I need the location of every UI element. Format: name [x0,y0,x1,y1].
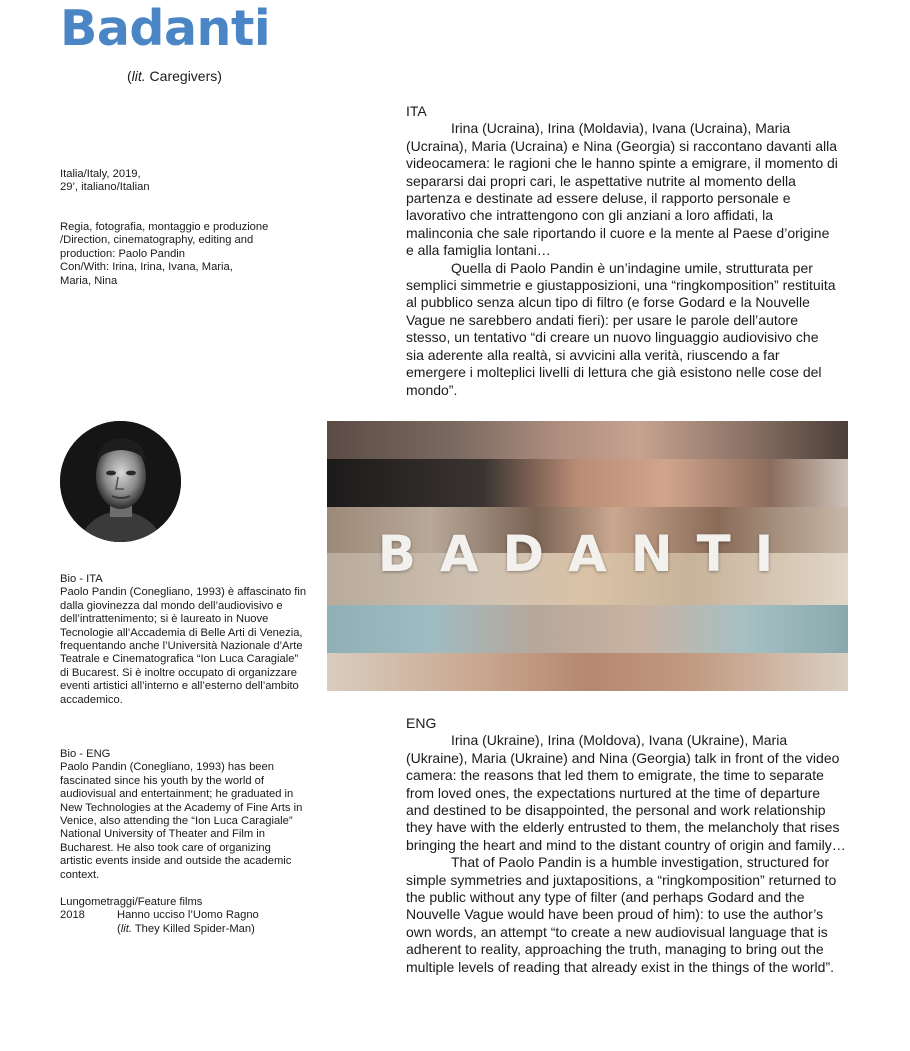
bio-ita-text: Paolo Pandin (Conegliano, 1993) è affascinato fin dalla giovinezza dal mondo dell’audiovisivo e dell’intrattenimento; si è laureato in Nuove Tecnologie all’Accademia di Belle Arti di Venezia, frequentando anche l’Università Nazionale d’Arte Teatrale e Cinematografica “Ion Luca Caragiale” di Bucarest. Si è inoltre occupato di organizzare eventi artistici all’interno e all’esterno dell’ambito accademico. [60,586,307,706]
bio-ita-label: Bio - ITA [60,573,103,585]
film-translation-lit: lit. [120,922,132,935]
bio-eng [60,748,304,882]
subtitle-lit: lit. [131,68,146,84]
director-portrait [60,421,181,542]
duration-language: 29’, italiano/Italian [60,181,150,194]
still-strip [327,653,848,691]
still-strip [327,605,848,653]
cast: Con/With: Irina, Irina, Ivana, Maria, Maria, Nina [60,261,233,287]
synopsis-ita-para2: Quella di Paolo Pandin è un’indagine umile, strutturata per semplici simmetrie e giustapposizioni, una “ringkomposition” restituita al pubblico senza alcun tipo di filtro (e forse Godard e la Nouvelle Vague ne sarebbero andati fieri): per usare le parole dell’autore stesso, un tentativo “di creare un nuovo linguaggio audiovisivo che sia aderente alla realtà, si avvicini alla verità, riuscendo a far emergere i molteplici livelli di lettura che già esistono nelle cose del mondo”. [406,259,836,398]
film-details [60,168,310,195]
credits-italian: Regia, fotografia, montaggio e produzione [60,221,269,233]
synopsis-eng-para2: That of Paolo Pandin is a humble investigation, structured for simple symmetries and juxtapositions, a “ringkomposition” returned to the public without any type of filter (and perhaps Godard and the Nouvelle Vague would have been proud of him): to use the author’s own words, an attempt “to create a new audiovisual language that is adherent to reality, approaching the truth, managing to bring out the multiple levels of reading that already exist in the things of the world”. [406,854,837,975]
film-translation-open: ( [117,922,121,935]
film-title-text: Hanno ucciso l’Uomo Ragno [117,909,259,922]
synopsis-eng [406,715,846,976]
film-still [327,421,848,691]
still-title: BADANTI [377,525,798,583]
filmography-heading: Lungometraggi/Feature films [60,896,203,908]
synopsis-eng-para1: Irina (Ukraine), Irina (Moldova), Ivana (Ukraine), Maria (Ukraine), Maria (Ukraine) and Nina (Georgia) talk in front of the video camera: the reasons that led them to emigrate, the time to separate from loved ones, the expectations nurtured at the time of departure and destined to be disappointed, the personal and work relationship they have with the elderly entrusted to them, the melancholy that rises bringing the heart and mind to the distant country of origin and family… [406,732,846,853]
synopsis-ita-para1: Irina (Ucraina), Irina (Moldavia), Ivana (Ucraina), Maria (Ucraina), Maria (Ucraina) e Nina (Georgia) si raccontano davanti alla videocamera: le ragioni che le hanno spinte a emigrare, il momento di separarsi dai propri cari, le aspettative nutrite al momento della partenza e destinate ad essere deluse, il rapporto personale e lavorativo che intrattengono con gli anziani a loro affidati, la malinconia che sale riportando il cuore e la mente al Paese d’origine e alla famiglia lontani… [406,120,838,259]
subtitle-translation: Caregivers) [145,68,222,84]
still-strip [327,421,848,459]
credits-english: /Direction, cinematography, editing and production: Paolo Pandin [60,234,254,260]
filmography [60,896,320,936]
film-credits [60,221,285,288]
still-strip [327,459,848,507]
synopsis-ita-label: ITA [406,103,427,119]
film-title: Badanti [60,0,271,57]
subtitle-open-paren: ( [127,68,132,84]
director-portrait-image [60,421,181,542]
film-year: 2018 [60,909,85,922]
synopsis-ita [406,103,838,399]
film-translation: They Killed Spider-Man) [131,922,255,935]
bio-eng-label: Bio - ENG [60,748,111,760]
film-entry [60,909,320,936]
film-entry-title [117,909,259,936]
film-subtitle [127,68,222,84]
country-year: Italia/Italy, 2019, [60,168,141,180]
bio-ita [60,573,308,707]
bio-eng-text: Paolo Pandin (Conegliano, 1993) has been fascinated since his youth by the world of audiovisual and entertainment; he graduated in New Technologies at the Academy of Fine Arts in Venice, also attending the “Ion Luca Caragiale” National University of Theater and Film in Bucharest. He also took care of organizing artistic events inside and outside the academic context. [60,761,303,881]
synopsis-eng-label: ENG [406,715,437,731]
